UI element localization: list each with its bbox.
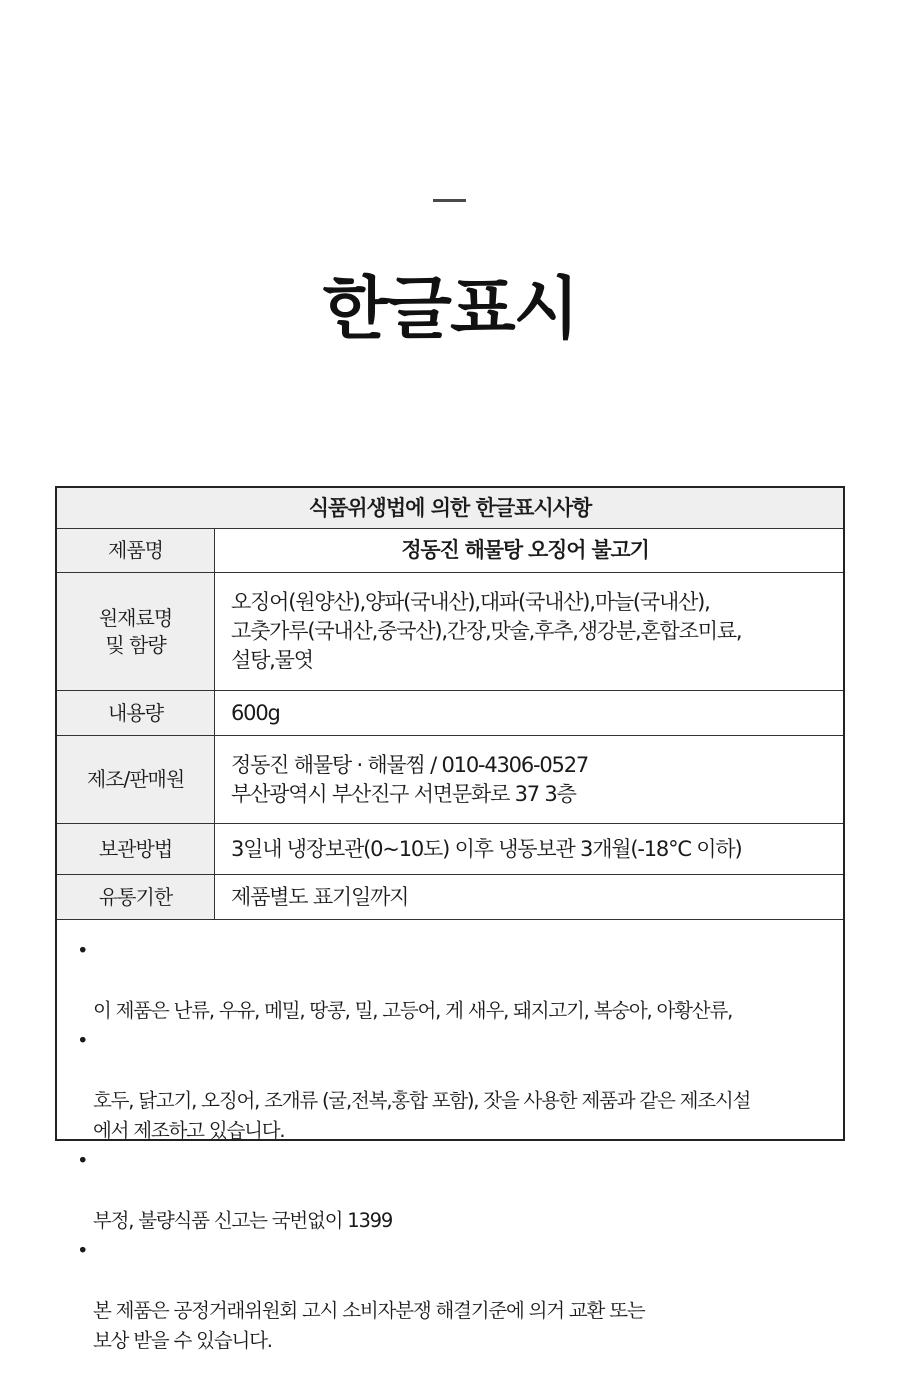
row-storage [57, 824, 843, 875]
row-value: 오징어(원양산),양파(국내산),대파(국내산),마늘(국내산), 고춧가루(국내산,중국산),간장,맛술,후추,생강분,혼합조미료, 설탕,물엿 [231, 590, 742, 672]
note-text: 부정, 불량식품 신고는 국번없이 1399 [93, 1209, 393, 1232]
row-label: 유통기한 [57, 875, 215, 919]
page-title: 한글표시 [322, 270, 578, 349]
row-label: 보관방법 [57, 824, 215, 874]
notes-list [77, 936, 843, 1356]
note-item [77, 1026, 843, 1146]
bullet-icon: • [77, 1239, 88, 1262]
row-value: 3일내 냉장보관(0~10도) 이후 냉동보관 3개월(-18°C 이하) [231, 836, 742, 861]
notes-section [57, 920, 843, 1356]
row-value: 정동진 해물탕 오징어 불고기 [401, 538, 649, 562]
row-ingredients [57, 573, 843, 691]
note-item [77, 936, 843, 1026]
note-item [77, 1146, 843, 1236]
bullet-icon: • [77, 1029, 88, 1052]
note-text: 호두, 닭고기, 오징어, 조개류 (굴,전복,홍합 포함), 잣을 사용한 제품과 같은 제조시설 에서 제조하고 있습니다. [93, 1089, 751, 1142]
row-value: 600g [231, 700, 280, 725]
table-header: 식품위생법에 의한 한글표시사항 [57, 488, 843, 529]
row-label: 제조/판매원 [57, 736, 215, 823]
row-label: 내용량 [57, 691, 215, 735]
note-text: 이 제품은 난류, 우유, 메밀, 땅콩, 밀, 고등어, 게 새우, 돼지고기, 복숭아, 아황산류, [93, 999, 733, 1022]
note-text: 본 제품은 공정거래위원회 고시 소비자분쟁 해결기준에 의거 교환 또는 보상 받을 수 있습니다. [93, 1299, 645, 1352]
row-value: 제품별도 표기일까지 [231, 884, 409, 909]
korean-label-table [55, 486, 845, 1352]
row-value: 정동진 해물탕 · 해물찜 / 010-4306-0527 부산광역시 부산진구 서면문화로 37 3층 [231, 752, 589, 806]
bullet-icon: • [77, 939, 88, 962]
row-net-content [57, 691, 843, 736]
row-product-name [57, 529, 843, 573]
row-label: 제품명 [57, 529, 215, 572]
row-label: 원재료명 및 함량 [57, 573, 215, 690]
row-expiry [57, 875, 843, 920]
bullet-icon: • [77, 1149, 88, 1172]
row-manufacturer [57, 736, 843, 824]
note-item [77, 1236, 843, 1356]
title-dash-divider [433, 199, 466, 202]
